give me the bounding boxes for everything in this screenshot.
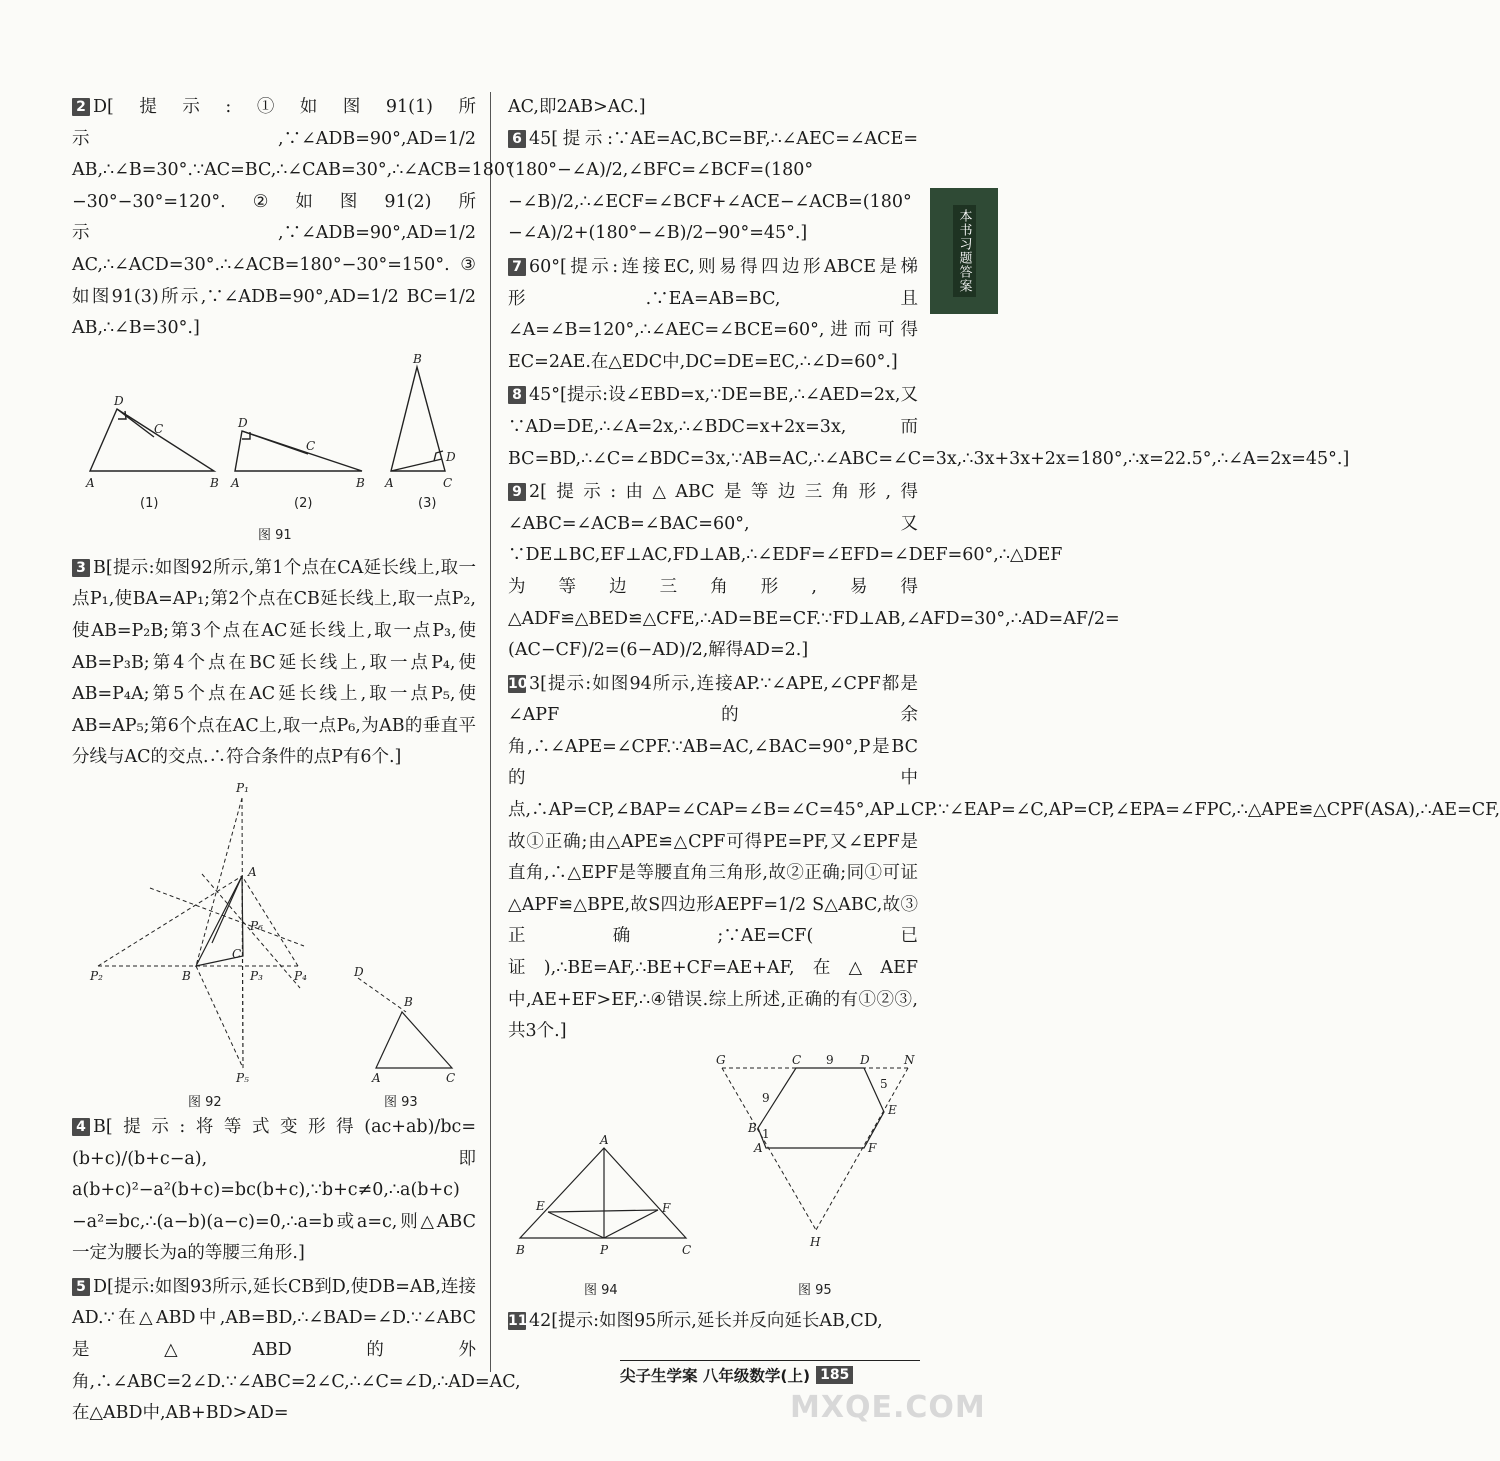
f91-A3: A <box>385 475 394 490</box>
f91-sub3: (3) <box>418 495 437 511</box>
f91-D: D <box>114 393 124 408</box>
figure-91 <box>72 349 472 549</box>
f91-B2: B <box>356 475 365 490</box>
answer-text: 60°[提示:连接EC,则易得四边形ABCE是梯形.∵EA=AB=BC,且∠A=∠B=120°,∴∠AEC=∠BCE=60°,进而可得EC=2AE.在△EDC中,DC=DE=EC,∴∠D=60°.] <box>508 256 918 372</box>
answer-6 <box>508 124 918 250</box>
answer-text: 45°[提示:设∠EBD=x,∵DE=BE,∴∠AED=2x,又∵AD=DE,∴∠A=2x,∴∠BDC=x+2x=3x,而BC=BD,∴∠C=∠BDC=3x,∵AB=AC,∴∠ABC=∠C=3x,∴3x+3x+2x=180°,∴x=22.5°,∴∠A=2x=45°.] <box>508 385 1350 469</box>
f95-D: D <box>860 1052 870 1067</box>
f91-D2: D <box>238 415 248 430</box>
f95-len-ab: 1 <box>762 1126 770 1141</box>
answer-number: 5 <box>72 1278 90 1296</box>
answer-7 <box>508 252 918 378</box>
f91-C2: C <box>306 438 316 453</box>
answer-8 <box>508 380 1350 475</box>
answer-number: 6 <box>508 130 526 148</box>
f92-P6: P₆ <box>250 918 263 933</box>
f92-C: C <box>232 946 242 961</box>
f94-C: C <box>682 1242 692 1257</box>
f92-P4: P₄ <box>294 968 307 983</box>
f93-A: A <box>372 1070 381 1085</box>
answer-number: 4 <box>72 1118 90 1136</box>
f92-P2: P₂ <box>90 968 103 983</box>
f94-F: F <box>662 1200 671 1215</box>
answer-number: 2 <box>72 98 90 116</box>
f95-len-bc: 9 <box>762 1090 770 1105</box>
answer-text: 45[提示:∵AE=AC,BC=BF,∴∠AEC=∠ACE=(180°−∠A)/2,∠BFC=∠BCF=(180°−∠B)/2,∴∠ECF=∠BCF+∠ACE−∠ACB=(180°−∠A)/2+(180°−∠B)/2−90°=45°.] <box>508 128 918 244</box>
watermark: MXQE.COM <box>790 1390 986 1425</box>
answer-3 <box>72 553 476 774</box>
figure-94-95 <box>508 1052 918 1302</box>
side-tab-label: 本书习题答案 <box>953 205 976 297</box>
answer-text: B[提示:如图92所示,第1个点在CA延长线上,取一点P₁,使BA=AP₁;第2个点在CB延长线上,取一点P₂,使AB=P₂B;第3个点在AC延长线上,取一点P₃,使AB=P₃B;第4个点在BC延长线上,取一点P₄,使AB=P₄A;第5个点在AC延长线上,取一点P₅,使AB=AP₅;第6个点在AC上,取一点P₆,为AB的垂直平分线与AC的交点.∴符合条件的点P有6个.] <box>72 557 476 768</box>
answer-10 <box>508 669 1500 1048</box>
f92-P3: P₃ <box>250 968 263 983</box>
f92-caption: 图 92 <box>188 1094 222 1110</box>
f94-P: P <box>600 1242 609 1257</box>
f92-P5: P₅ <box>236 1070 249 1085</box>
f95-len-de: 5 <box>880 1076 888 1091</box>
answer-11 <box>508 1306 918 1338</box>
side-tab <box>930 188 998 314</box>
f91-caption: 图 91 <box>258 527 292 543</box>
f91-A: A <box>86 475 95 490</box>
answer-text: B[提示:将等式变形得(ac+ab)/bc=(b+c)/(b+c−a),即a(b+c)²−a²(b+c)=bc(b+c),∵b+c≠0,∴a(b+c)−a²=bc,∴(a−b)(a−c)=0,∴a=b或a=c,则△ABC一定为腰长为a的等腰三角形.] <box>72 1116 476 1264</box>
f91-sub1: (1) <box>140 495 159 511</box>
page-footer <box>620 1360 920 1389</box>
answer-number: 8 <box>508 386 526 404</box>
f93-B: B <box>404 994 413 1009</box>
answer-text: D[提示:如图93所示,延长CB到D,使DB=AB,连接AD.∵在△ABD中,AB=BD,∴∠BAD=∠D.∵∠ABC是△ABD的外角,∴∠ABC=2∠D.∵∠ABC=2∠C,∴∠C=∠D,∴AD=AC,在△ABD中,AB+BD>AD= <box>72 1276 521 1424</box>
f95-N: N <box>904 1052 915 1067</box>
f91-C3: C <box>443 475 453 490</box>
f94-E: E <box>536 1198 545 1213</box>
page-number: 185 <box>816 1366 853 1384</box>
f93-caption: 图 93 <box>384 1094 418 1110</box>
answer-5-continued: AC,即2AB>AC.] <box>508 97 646 117</box>
answer-number: 7 <box>508 258 526 276</box>
answer-text: 3[提示:如图94所示,连接AP.∵∠APE,∠CPF都是∠APF的余角,∴∠APE=∠CPF.∵AB=AC,∠BAC=90°,P是BC的中点,∴AP=CP,∠BAP=∠CAP=∠B=∠C=45°,AP⊥CP.∵∠EAP=∠C,AP=CP,∠EPA=∠FPC,∴△APE≌△CPF(ASA),∴AE=CF,故①正确;由△APE≌△CPF可得PE=PF,又∠EPF是直角,∴△EPF是等腰直角三角形,故②正确;同①可证△APF≌△BPE,故S四边形AEPF=1/2 S△ABC,故③正确;∵AE=CF(已证),∴BE=AF,∴BE+CF=AE+AF,在△AEF中,AE+EF>EF,∴④错误.综上所述,正确的有①②③,共3个.] <box>508 673 1500 1042</box>
f93-C: C <box>446 1070 456 1085</box>
f95-H: H <box>810 1234 821 1249</box>
answer-number: 11 <box>508 1312 528 1329</box>
answer-text: D[提示:①如图91(1)所示,∵∠ADB=90°,AD=1/2 AB,∴∠B=30°.∵AC=BC,∴∠CAB=30°,∴∠ACB=180°−30°−30°=120°.②如图91(2)所示,∵∠ADB=90°,AD=1/2 AC,∴∠ACD=30°.∴∠ACB=180°−30°=150°.③如图91(3)所示,∵∠ADB=90°,AD=1/2 BC=1/2 AB,∴∠B=30°.] <box>72 97 514 339</box>
f91-B: B <box>210 475 219 490</box>
figure-92-93 <box>72 778 476 1108</box>
f95-caption: 图 95 <box>798 1282 832 1298</box>
f92-A: A <box>248 864 257 879</box>
f95-G: G <box>716 1052 726 1067</box>
answer-9 <box>508 477 1120 667</box>
answer-number: 3 <box>72 559 90 577</box>
f95-A: A <box>754 1140 763 1155</box>
f91-B3: B <box>413 351 422 366</box>
answer-number: 9 <box>508 483 526 501</box>
f94-caption: 图 94 <box>584 1282 618 1298</box>
f91-D3: D <box>446 449 456 464</box>
answer-text: 42[提示:如图95所示,延长并反向延长AB,CD, <box>529 1310 883 1331</box>
f93-D: D <box>354 964 364 979</box>
f95-E: E <box>888 1102 897 1117</box>
answer-text: 2[提示:由△ABC是等边三角形,得∠ABC=∠ACB=∠BAC=60°,又∵DE⊥BC,EF⊥AC,FD⊥AB,∴∠EDF=∠EFD=∠DEF=60°,∴△DEF为等边三角形,易得△ADF≌△BED≌△CFE,∴AD=BE=CF.∵FD⊥AB,∠AFD=30°,∴AD=AF/2=(AC−CF)/2=(6−AD)/2,解得AD=2.] <box>508 482 1120 661</box>
f92-P1: P₁ <box>236 780 249 795</box>
f94-A: A <box>600 1132 609 1147</box>
f92-B: B <box>182 968 191 983</box>
footer-title: 尖子生学案 八年级数学(上) <box>620 1367 811 1385</box>
f91-sub2: (2) <box>294 495 313 511</box>
answer-4 <box>72 1112 476 1270</box>
f91-A2: A <box>231 475 240 490</box>
f94-B: B <box>516 1242 525 1257</box>
f95-F: F <box>868 1140 877 1155</box>
f91-C: C <box>154 421 164 436</box>
f95-len-cd: 9 <box>826 1052 834 1067</box>
f95-C: C <box>792 1052 802 1067</box>
column-divider <box>490 92 491 1372</box>
answer-2 <box>72 92 514 345</box>
answer-number: 10 <box>508 675 528 692</box>
f95-B: B <box>748 1120 757 1135</box>
